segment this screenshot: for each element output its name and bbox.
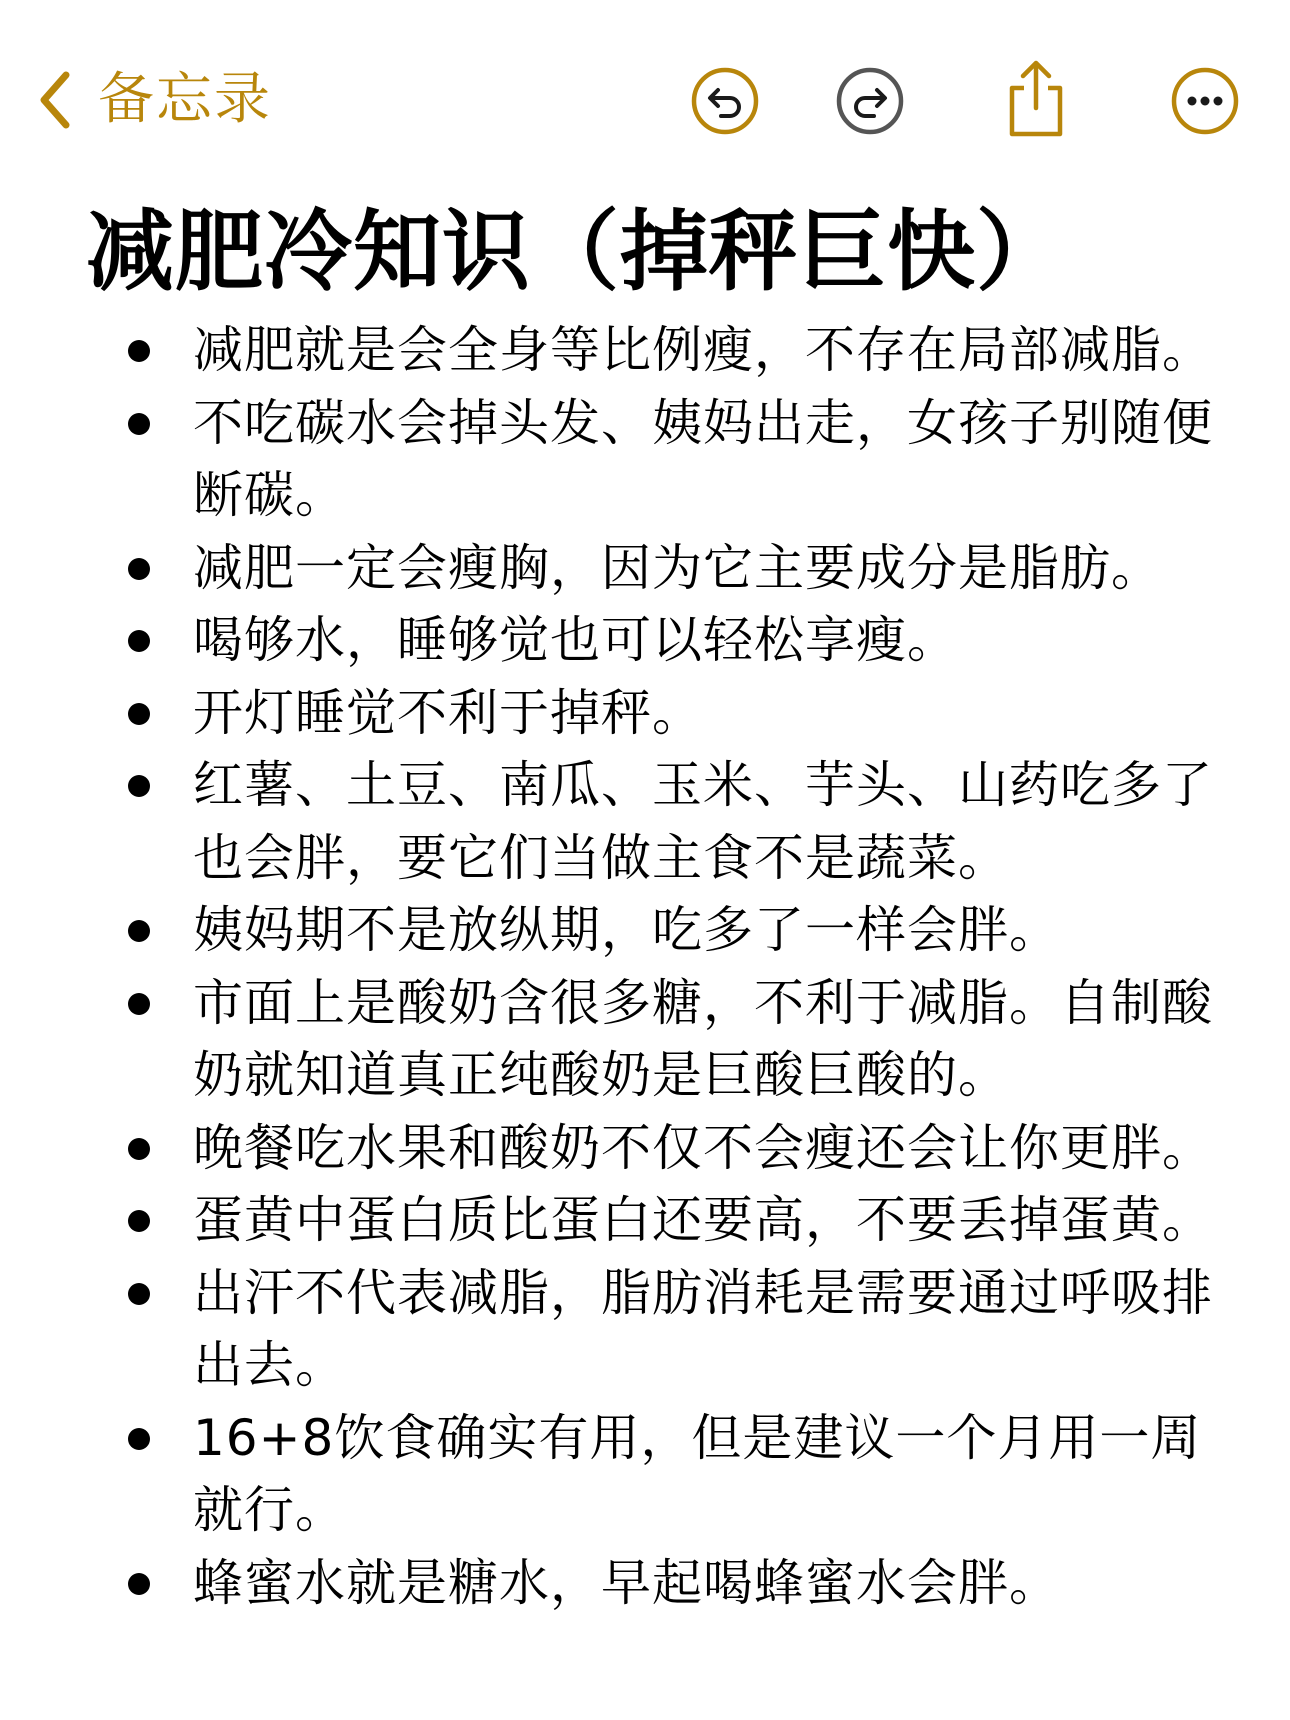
bullet-icon [128, 1138, 150, 1160]
chevron-left-icon [36, 69, 72, 131]
bullet-icon [128, 775, 150, 797]
list-item-text: 市面上是酸奶含很多糖，不利于减脂。自制酸奶就知道真正纯酸奶是巨酸巨酸的。 [193, 973, 1213, 1104]
list-item-text: 减肥一定会瘦胸，因为它主要成分是脂肪。 [193, 538, 1162, 597]
list-item[interactable] [0, 967, 1290, 1112]
list-item[interactable] [0, 894, 1290, 967]
back-button[interactable] [36, 66, 272, 134]
list-item[interactable] [0, 1184, 1290, 1257]
redo-button[interactable] [835, 66, 905, 136]
undo-button[interactable] [690, 66, 760, 136]
note-title[interactable]: 减肥冷知识（掉秤巨快） [86, 200, 1066, 303]
list-item-text: 减肥就是会全身等比例瘦，不存在局部减脂。 [193, 321, 1213, 379]
bullet-icon [128, 413, 150, 435]
list-item-text: 喝够水，睡够觉也可以轻松享瘦。 [193, 611, 958, 669]
bullet-icon [128, 993, 150, 1015]
bullet-icon [128, 340, 150, 362]
bullet-icon [128, 630, 150, 652]
list-item-text: 蛋黄中蛋白质比蛋白还要高，不要丢掉蛋黄。 [193, 1191, 1213, 1249]
list-item[interactable] [0, 677, 1290, 750]
note-bullet-list[interactable] [0, 314, 1290, 1619]
list-item[interactable] [0, 1112, 1290, 1185]
list-item-text: 晚餐吃水果和酸奶不仅不会瘦还会让你更胖。 [193, 1118, 1213, 1177]
list-item-text: 不吃碳水会掉头发、姨妈出走，女孩子别随便断碳。 [193, 393, 1213, 524]
more-icon [1170, 66, 1240, 136]
list-item[interactable] [0, 314, 1290, 387]
bullet-icon [128, 703, 150, 725]
list-item-text: 红薯、土豆、南瓜、玉米、芋头、山药吃多了也会胖，要它们当做主食不是蔬菜。 [193, 756, 1213, 887]
bullet-icon [128, 920, 150, 942]
bullet-icon [128, 1210, 150, 1232]
list-item[interactable] [0, 604, 1290, 677]
list-item[interactable] [0, 532, 1290, 605]
bullet-icon [128, 558, 150, 580]
list-item-text: 姨妈期不是放纵期，吃多了一样会胖。 [193, 901, 1060, 959]
list-item[interactable] [0, 1257, 1290, 1402]
bullet-icon [128, 1283, 150, 1305]
list-item-text: 出汗不代表减脂，脂肪消耗是需要通过呼吸排出去。 [193, 1263, 1213, 1394]
list-item-text: 蜂蜜水就是糖水，早起喝蜂蜜水会胖。 [193, 1553, 1060, 1612]
list-item[interactable] [0, 1547, 1290, 1620]
share-button[interactable] [1004, 58, 1068, 140]
list-item-text: 开灯睡觉不利于掉秤。 [193, 683, 703, 742]
redo-icon [835, 66, 905, 136]
undo-icon [690, 66, 760, 136]
list-item[interactable] [0, 387, 1290, 532]
back-label: 备忘录 [98, 67, 272, 132]
bullet-icon [128, 1573, 150, 1595]
list-item-text: 16+8饮食确实有用，但是建议一个月用一周就行。 [193, 1408, 1202, 1539]
list-item[interactable] [0, 1402, 1290, 1547]
list-item[interactable] [0, 749, 1290, 894]
bullet-icon [128, 1428, 150, 1450]
more-button[interactable] [1170, 66, 1240, 136]
share-icon [1004, 58, 1068, 140]
navigation-bar [0, 0, 1290, 200]
